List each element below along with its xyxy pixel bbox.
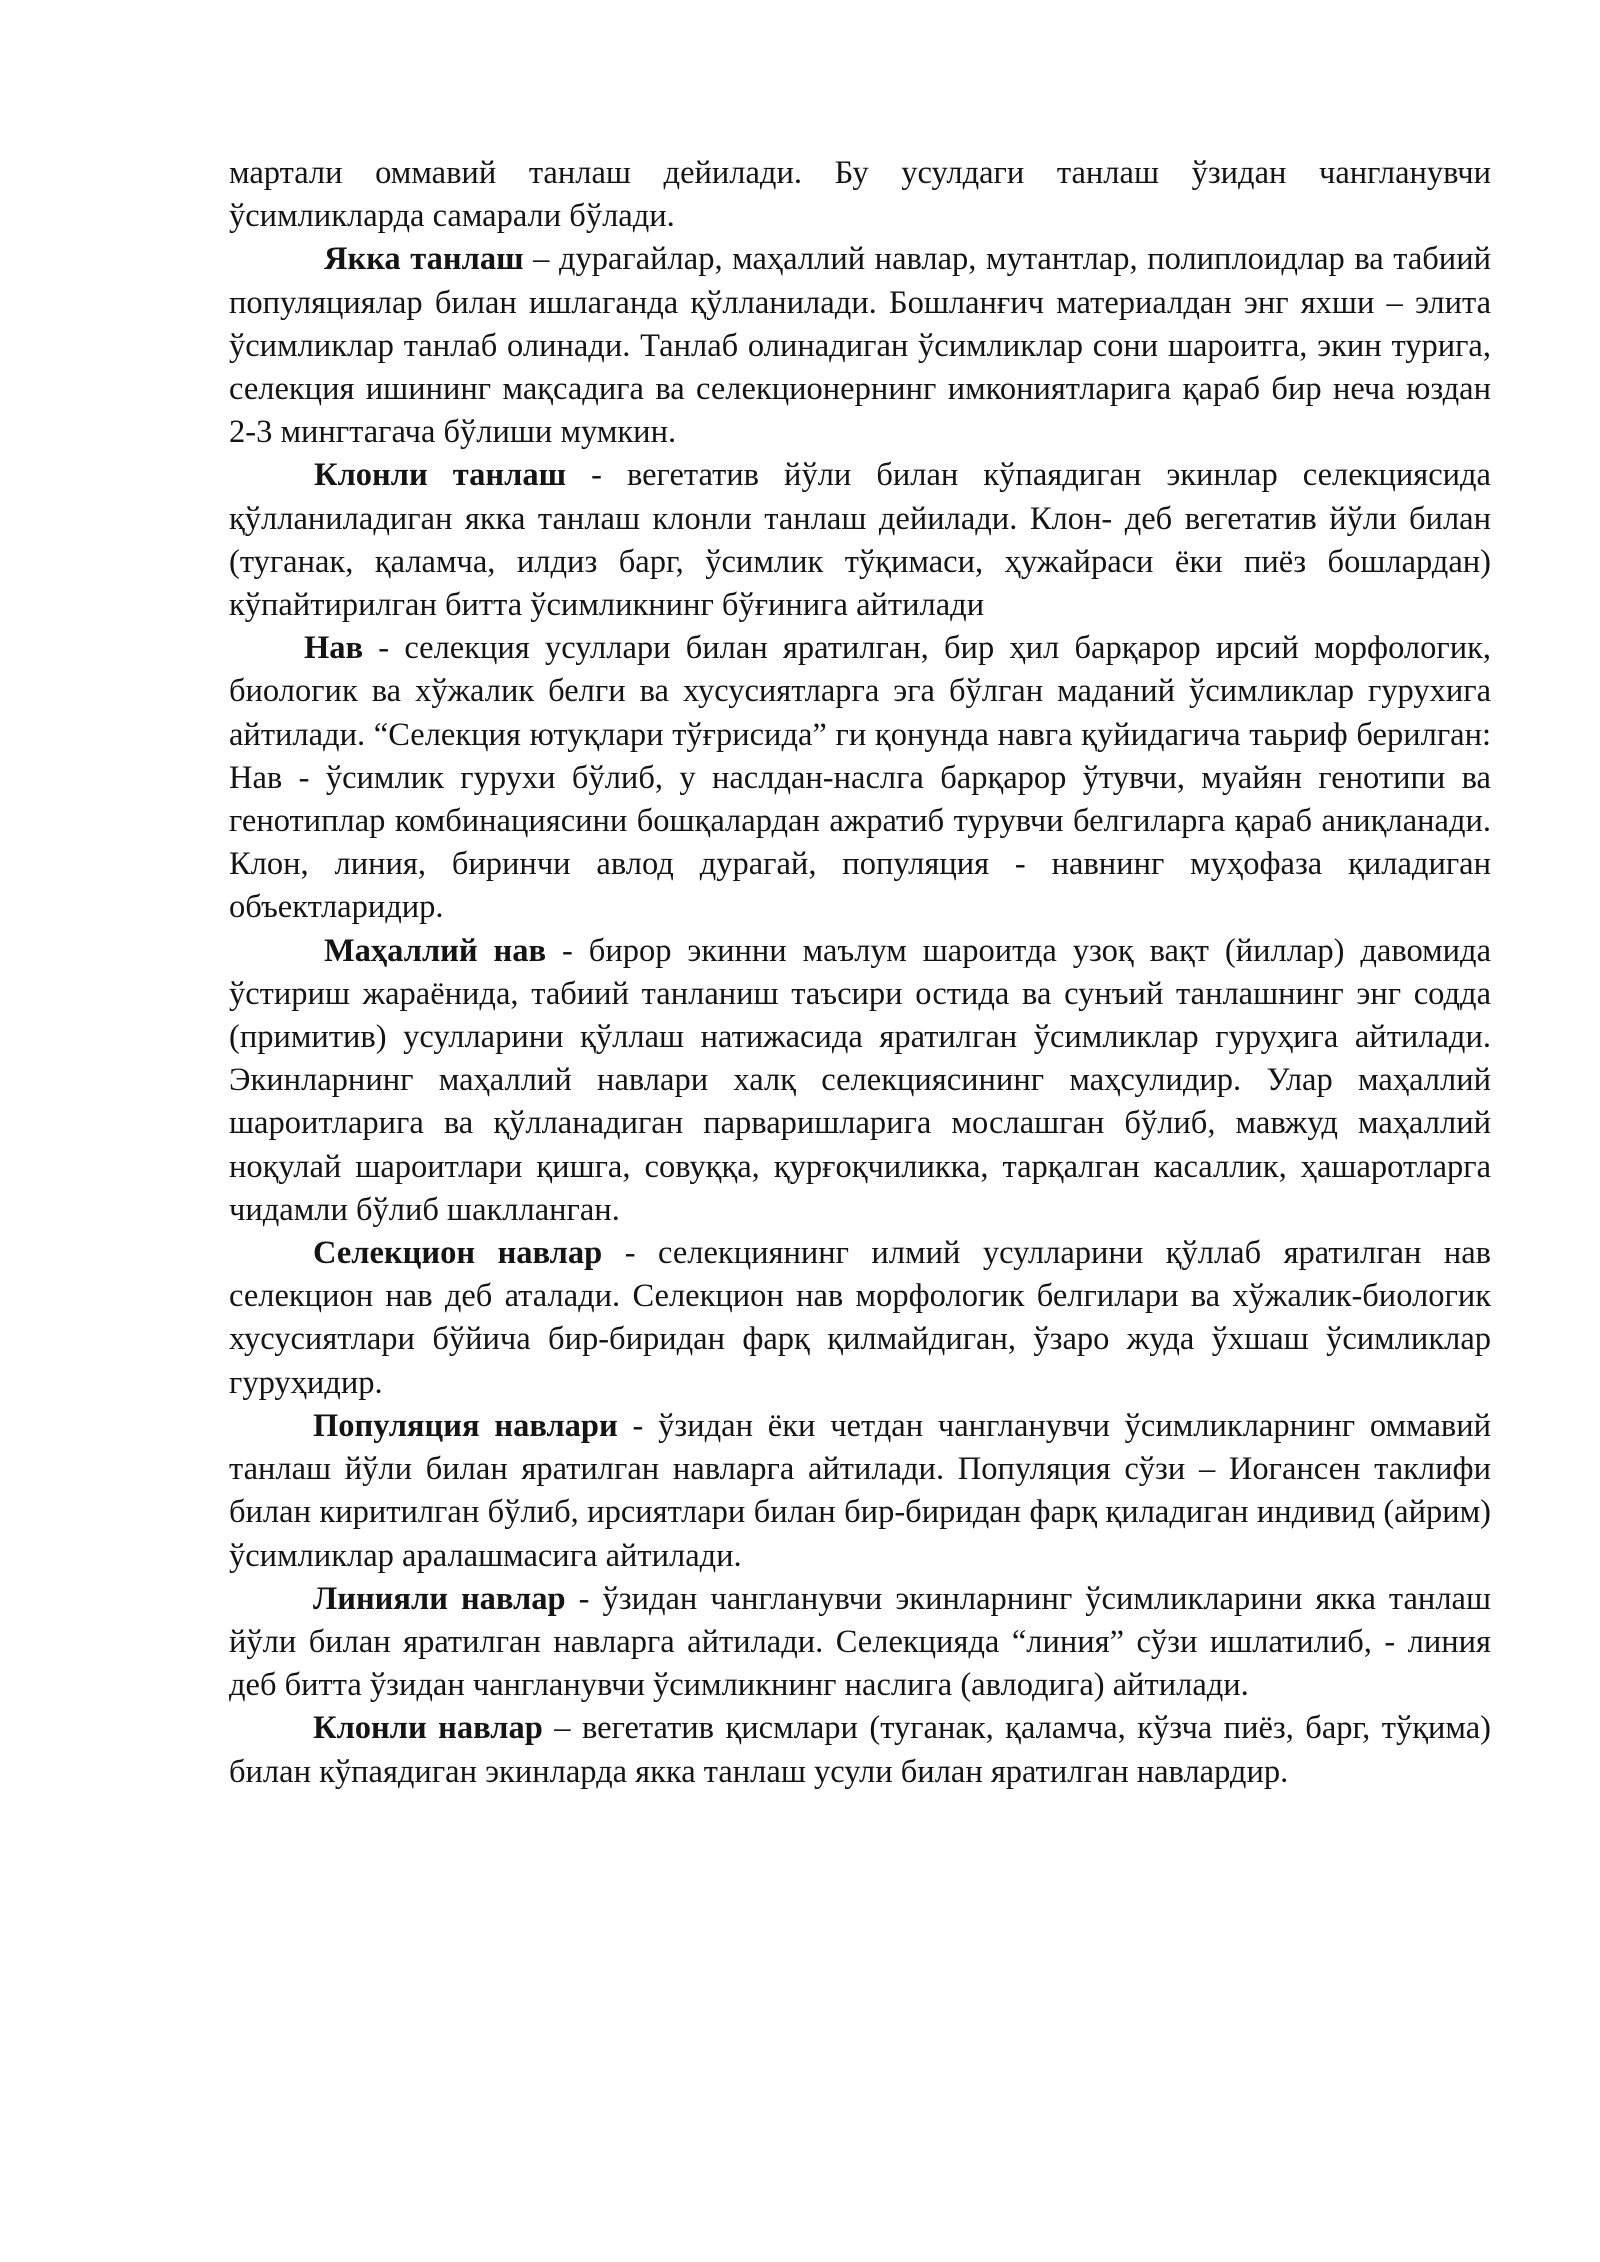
paragraph-text: - ўзидан чангланувчи экинларнинг ўсимликларини якка танлаш йўли билан яратилган навларга айтилади. Селекцияда “линия” сўзи ишлатилиб, - линия деб битта ўзидан чангланувчи ўсимликнинг наслига (авлодига) айтилади.	[229, 1580, 1491, 1704]
paragraph-text: - ўзидан ёки четдан чангланувчи ўсимликларнинг оммавий танлаш йўли билан яратилган навларга айтилади. Популяция сўзи – Иогансен таклифи билан киритилган бўлиб, ирсиятлари билан бир-биридан фарқ қиладиган индивид (айрим) ўсимликлар аралашмасига айтилади.	[229, 1407, 1491, 1574]
term-heading: Клонли навлар	[313, 1710, 543, 1747]
paragraph-clonal-varieties	[229, 1707, 1491, 1793]
paragraph-text: - селекциянинг илмий усулларини қўллаб яратилган нав селекцион нав деб аталади. Селекцион нав морфологик белгилари ва хўжалик-биологик хусусиятлари бўйича бир-биридан фарқ қилмайдиган, ўзаро жуда ўхшаш ўсимликлар гуруҳидир.	[229, 1235, 1491, 1401]
term-heading: Нав	[304, 630, 364, 667]
term-heading: Маҳаллий нав	[324, 932, 547, 969]
term-heading: Якка танлаш	[324, 241, 524, 278]
document-page	[229, 152, 1491, 1794]
term-heading: Клонли танлаш	[314, 457, 567, 494]
paragraph-text: - бирор экинни маълум шароитда узоқ вақт (йиллар) давомида ўстириш жараёнида, табиий танланиш таъсири остида ва сунъий танлашнинг энг содда (примитив) усулларини қўллаш натижасида яратилган ўсимликлар гуруҳига айтилади. Экинларнинг маҳаллий навлари халқ селекциясининг маҳсулидир. Улар маҳаллий шароитларига ва қўлланадиган парваришларига мослашган бўлиб, мавжуд маҳаллий ноқулай шароитлари қишга, совуққа, қурғоқчиликка, тарқалган касаллик, ҳашаротларга чидамли бўлиб шаклланган.	[229, 932, 1491, 1228]
paragraph-local-variety	[229, 930, 1491, 1232]
paragraph-text: – вегетатив қисмлари (туганак, қаламча, кўзча пиёз, барг, тўқима) билан кўпаядиган экинларда якка танлаш усули билан яратилган навлардир.	[229, 1710, 1491, 1790]
paragraph-text: - селекция усуллари билан яратилган, бир ҳил барқарор ирсий морфологик, биологик ва хўжалик белги ва хусусиятларга эга бўлган маданий ўсимликлар гурухига айтилади. “Селекция ютуқлари тўғрисида” ги қонунда навга қуйидагича таьриф берилган: Нав - ўсимлик гурухи бўлиб, у наслдан-наслга барқарор ўтувчи, муайян генотипи ва генотиплар комбинациясини бошқалардан ажратиб турувчи белгиларга қараб аниқланади. Клон, линия, биринчи авлод дурагай, популяция - навнинг муҳофаза қиладиган объектларидир.	[229, 630, 1491, 926]
paragraph-selection-varieties	[229, 1232, 1491, 1405]
paragraph-text: - вегетатив йўли билан кўпаядиган экинлар селекциясида қўлланиладиган якка танлаш клонли танлаш дейилади. Клон- деб вегетатив йўли билан (туганак, қаламча, илдиз барг, ўсимлик тўқимаси, ҳужайраси ёки пиёз бошлардан) кўпайтирилган битта ўсимликнинг бўғинига айтилади	[229, 457, 1491, 624]
term-heading: Популяция навлари	[313, 1407, 618, 1444]
paragraph-individual-selection	[229, 238, 1491, 454]
paragraph-line-varieties	[229, 1578, 1491, 1708]
term-heading: Селекцион навлар	[313, 1235, 603, 1272]
paragraph-variety	[229, 627, 1491, 929]
paragraph-text: мартали оммавий танлаш дейилади. Бу усулдаги танлаш ўзидан чангланувчи ўсимликларда самарали бўлади.	[229, 155, 1491, 235]
paragraph-text: – дурагайлар, маҳаллий навлар, мутантлар, полиплоидлар ва табиий популяциялар билан ишлаганда қўлланилади. Бошланғич материалдан энг яхши – элита ўсимликлар танлаб олинади. Танлаб олинадиган ўсимликлар сони шароитга, экин турига, селекция ишининг мақсадига ва селекционернинг имкониятларига қараб бир неча юздан 2-3 мингтагача бўлиши мумкин.	[229, 241, 1491, 451]
paragraph-population-varieties	[229, 1405, 1491, 1578]
term-heading: Линияли навлар	[313, 1580, 566, 1617]
paragraph-mass-selection-end	[229, 152, 1491, 238]
paragraph-clonal-selection	[229, 454, 1491, 627]
